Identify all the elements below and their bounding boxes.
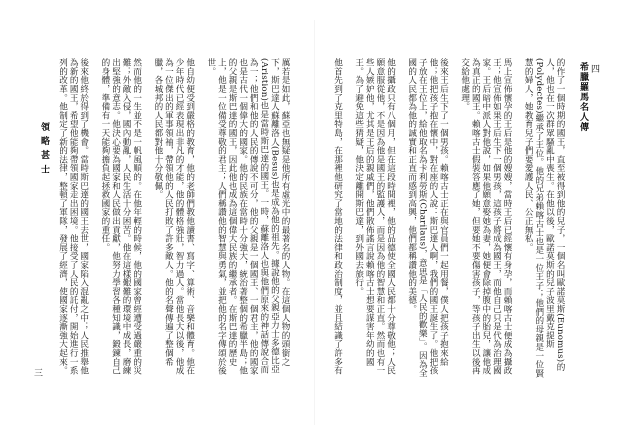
right-page-body-text: 的作了一個時期的國王，直至被得到他的兒子，一個名叫歐諾莫斯(Eunomus)的人，他也在一次群眾騷亂中喪生。在他以後，歐諾莫斯的兒子波里戴克提斯(Polydectes)繼承了王位。他的兄弟賴喀古士也是一位王子；他們的母親是一位賢慧的婦人，她教育兒子們要愛護人民、公正無私。 馬上宣佈懷孕的王后是他的嫂嫂，當時王后已經懷有身孕，而賴喀古士便成為攝政王；他宣佈如果王后生下一個男孩，這孩子將成為國王，而他自己只是代為治理國家。王后暗中派人對他說，如果他願意娶她為妻，她便會除掉腹中的胎兒，讓他成為真正的國王。賴喀古士假裝答應了她，但要她不要傷害孩子，等孩子出生以後再交給他處理。 後來王后生下了一個男孩。賴喀古士正在與官員們一起用餐，僕人把孩子抱來給他；他把孩子抱在懷中，對在座的人說：斯巴達人啊，我們的國王誕生了。他把孩子放在王位上，給他取名為卡利勞斯(Charilaus)，意思是「人民的歡樂」。因為全國的人民都為他的誠實和正直而感到高興，他們都稱讚他的美德。 他的攝政只有八個月，但在這段時間裡，他的品德使全國人民都十分尊敬他；人民願意服從他，不是因為他是國王的監護人，而是因為他的智慧和正直。然而也有一些人嫉妒他，尤其是王后的親戚們，他們散佈謠言說賴喀古士想要謀害年幼的國王。為了避免這些猜疑，他決定離開斯巴達，到外國去旅行。 他首先到了克里特島，在那裡他研究了當地的法律和政治制度，並且結識了許多有 [333, 58, 565, 378]
right-running-head: 希臘羅馬名人傳 [578, 62, 588, 132]
left-running-head: 領 略 甚 士 [39, 122, 49, 175]
left-page-number: 三 [34, 369, 44, 379]
left-page-body-text: 厲若是如此，蘇亞也無疑是他所有虛光中的最著名的人物。在這個人物的頭銜之下，斯巴達人蘇離洛人(Besus)也是成為他的祖先。據說他的父親亞力士多德比亞(Aristion)也是當時斯巴達的國王。一時，蘇離洛人也與他們原來的神話傳說合而為一；他們和他的人民的傳說不可分，他的父親是一個國王、一個君主，他的國家也是古代一個偉大的國家。他的民族在當時十分強大，統治著整個的希臘半島；他的父親是斯巴達的國王，因此他也成為這個偉大民族的繼承者。在斯巴達的歷史上，他是一位備受尊敬的君主；人們稱讚他的智慧與勇氣，並把他的名字傳頌於後世。 他自幼便受到嚴格的教育，他的老師們教他讀書、寫字、算術、音樂和體育。他在少年時代已經表現出非凡的才能，他的體格強壯，智力過人。當他長大以後，他成為一位傑出的軍事領袖，帶領他的人民打敗了許多敵人。他的名聲傳遍了整個希臘，各城邦的人民都對他十分敬佩。 然而他的一生並不是一帆風順的。在他年輕的時候，他的國家曾經遭受過嚴重的災難；外敵入侵，國內動亂，人民生活十分困苦。他在這樣艱難的環境中成長，磨練出堅強的意志。他決心要為國家和人民做出貢獻，他努力學習各種知識，鍛鍊自己的身體，準備有一天能夠擔負起拯救國家的重任。 後來他終於得到了機會。當時斯巴達的國王去世，國家陷入混亂之中；人民推舉他為新的國王，希望他能夠帶領國家走出困境。他接受了人民的託付，開始進行一系列的改革。他制定了新的法律，整頓了軍隊，發展了經濟，使國家逐漸強大起來。 [58, 58, 290, 375]
right-page-number: 四 [591, 65, 601, 75]
right-page [315, 0, 630, 445]
